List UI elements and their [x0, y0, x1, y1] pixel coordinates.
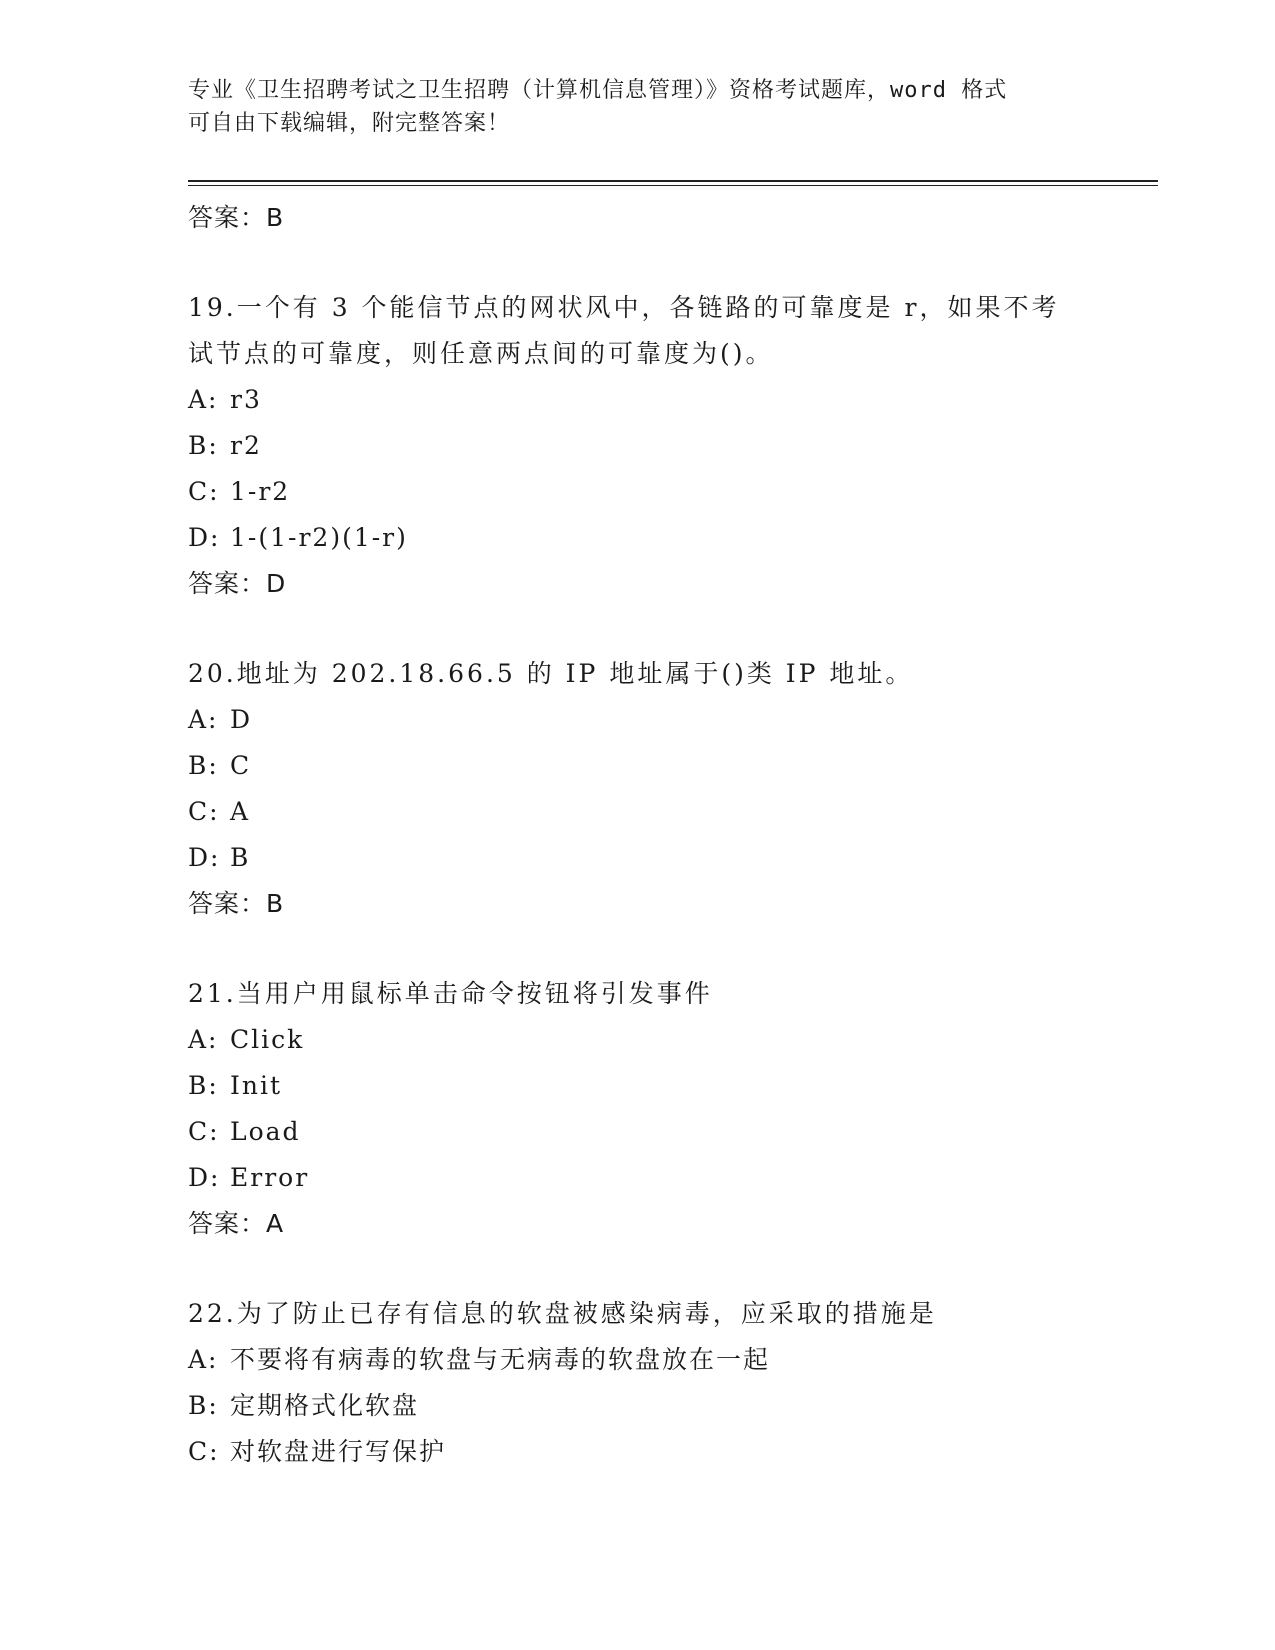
- question-text: 21.当用户用鼠标单击命令按钮将引发事件: [188, 979, 713, 1008]
- question-22: [188, 1291, 1088, 1475]
- question-20: [188, 651, 1088, 927]
- question-21: [188, 971, 1088, 1247]
- header-line-2: 可自由下载编辑，附完整答案！: [188, 111, 511, 136]
- option-text: B: [230, 843, 251, 872]
- option-label: C:: [188, 477, 220, 506]
- answer-line: 答案：A: [188, 1209, 285, 1238]
- question-text: 22.为了防止已存有信息的软盘被感染病毒，应采取的措施是: [188, 1299, 937, 1328]
- header-line-1: 专业《卫生招聘考试之卫生招聘（计算机信息管理）》资格考试题库，word 格式: [188, 78, 1008, 103]
- answer-line: 答案：D: [188, 569, 287, 598]
- option-label: D:: [188, 843, 221, 872]
- option-label: C:: [188, 1117, 220, 1146]
- option-text: A: [230, 797, 251, 826]
- option-label: A:: [188, 705, 219, 734]
- option-text: Error: [230, 1163, 310, 1192]
- header-divider-thin: [188, 185, 1158, 186]
- option-label: A:: [188, 385, 219, 414]
- option-text: C: [230, 751, 252, 780]
- option-b: [188, 1063, 1088, 1109]
- option-text: r3: [230, 385, 262, 414]
- option-b: [188, 1383, 1088, 1429]
- option-d: [188, 1155, 1088, 1201]
- option-text: r2: [230, 431, 262, 460]
- question-19: [188, 285, 1088, 607]
- option-text: 1-(1-r2)(1-r): [230, 523, 408, 552]
- option-label: C:: [188, 1437, 220, 1466]
- option-label: D:: [188, 1163, 221, 1192]
- option-a: [188, 1337, 1088, 1383]
- option-c: [188, 469, 1088, 515]
- document-header: [188, 74, 1088, 140]
- option-text: 对软盘进行写保护: [230, 1437, 447, 1466]
- option-c: [188, 1429, 1088, 1475]
- answer-line: 答案：B: [188, 889, 285, 918]
- option-label: B:: [188, 1391, 219, 1420]
- option-b: [188, 743, 1088, 789]
- option-text: 定期格式化软盘: [230, 1391, 420, 1420]
- option-text: 不要将有病毒的软盘与无病毒的软盘放在一起: [230, 1345, 771, 1374]
- question-text: 20.地址为 202.18.66.5 的 IP 地址属于()类 IP 地址。: [188, 659, 914, 688]
- option-text: D: [230, 705, 253, 734]
- option-a: [188, 1017, 1088, 1063]
- option-c: [188, 1109, 1088, 1155]
- option-d: [188, 515, 1088, 561]
- option-label: D:: [188, 523, 221, 552]
- option-label: B:: [188, 751, 219, 780]
- option-text: Load: [230, 1117, 301, 1146]
- option-label: B:: [188, 431, 219, 460]
- option-text: 1-r2: [230, 477, 291, 506]
- option-label: A:: [188, 1025, 219, 1054]
- option-b: [188, 423, 1088, 469]
- question-text: 19.一个有 3 个能信节点的网状风中，各链路的可靠度是 r，如果不考试节点的可靠度，则任意两点间的可靠度为()。: [188, 293, 1060, 368]
- question-list: [188, 195, 1088, 1475]
- option-c: [188, 789, 1088, 835]
- option-a: [188, 377, 1088, 423]
- option-text: Click: [230, 1025, 305, 1054]
- option-label: C:: [188, 797, 220, 826]
- option-text: Init: [230, 1071, 283, 1100]
- option-label: B:: [188, 1071, 219, 1100]
- option-label: A:: [188, 1345, 219, 1374]
- answer-line: 答案：B: [188, 203, 285, 232]
- option-a: [188, 697, 1088, 743]
- option-d: [188, 835, 1088, 881]
- header-divider-thick: [188, 180, 1158, 182]
